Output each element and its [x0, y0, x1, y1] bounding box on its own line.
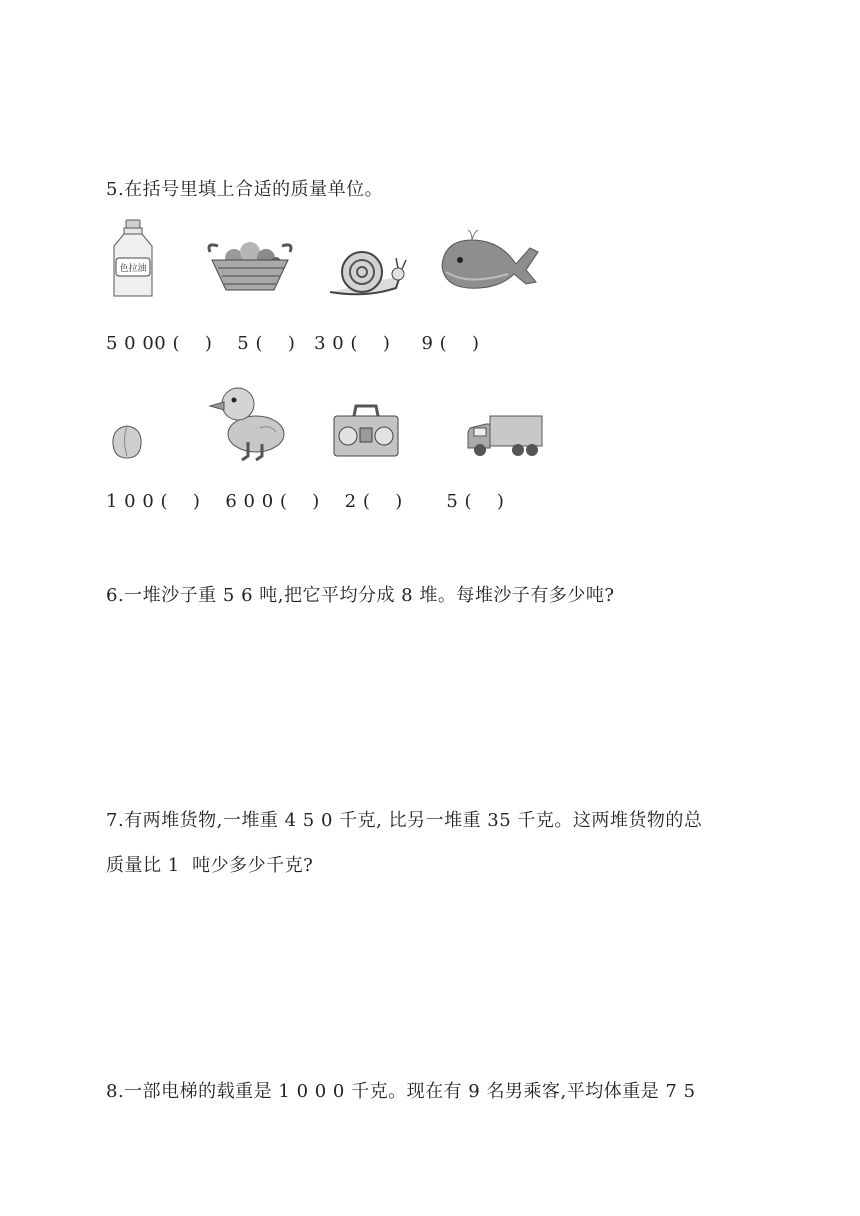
whale-icon: [438, 230, 542, 294]
duck-icon: [208, 380, 288, 464]
q5-row1-answers: 5 0 00 ( ) 5 ( ) 3 0 ( ) 9 ( ): [106, 333, 480, 354]
q8-line1: 8.一部电梯的载重是 1 0 0 0 千克。现在有 9 名男乘客,平均体重是 7 5: [106, 1081, 696, 1102]
snail-icon: [326, 248, 412, 300]
q6-text: 6.一堆沙子重 5 6 吨,把它平均分成 8 堆。每堆沙子有多少吨?: [106, 585, 615, 606]
q7-line1: 7.有两堆货物,一堆重 4 5 0 千克, 比另一堆重 35 千克。这两堆货物的总: [106, 810, 703, 831]
truck-icon: [466, 412, 544, 460]
peach-icon: [110, 420, 144, 460]
radio-icon: [332, 404, 400, 458]
q7-line2: 质量比 1 吨少多少千克?: [106, 855, 314, 876]
q5-title: 5.在括号里填上合适的质量单位。: [106, 179, 384, 200]
oil-bottle-label: 色拉油: [119, 264, 147, 274]
fruit-basket-icon: [204, 238, 296, 294]
q5-row2-answers: 1 0 0 ( ) 6 0 0 ( ) 2 ( ) 5 ( ): [106, 491, 505, 512]
oil-bottle-icon: [108, 218, 158, 300]
